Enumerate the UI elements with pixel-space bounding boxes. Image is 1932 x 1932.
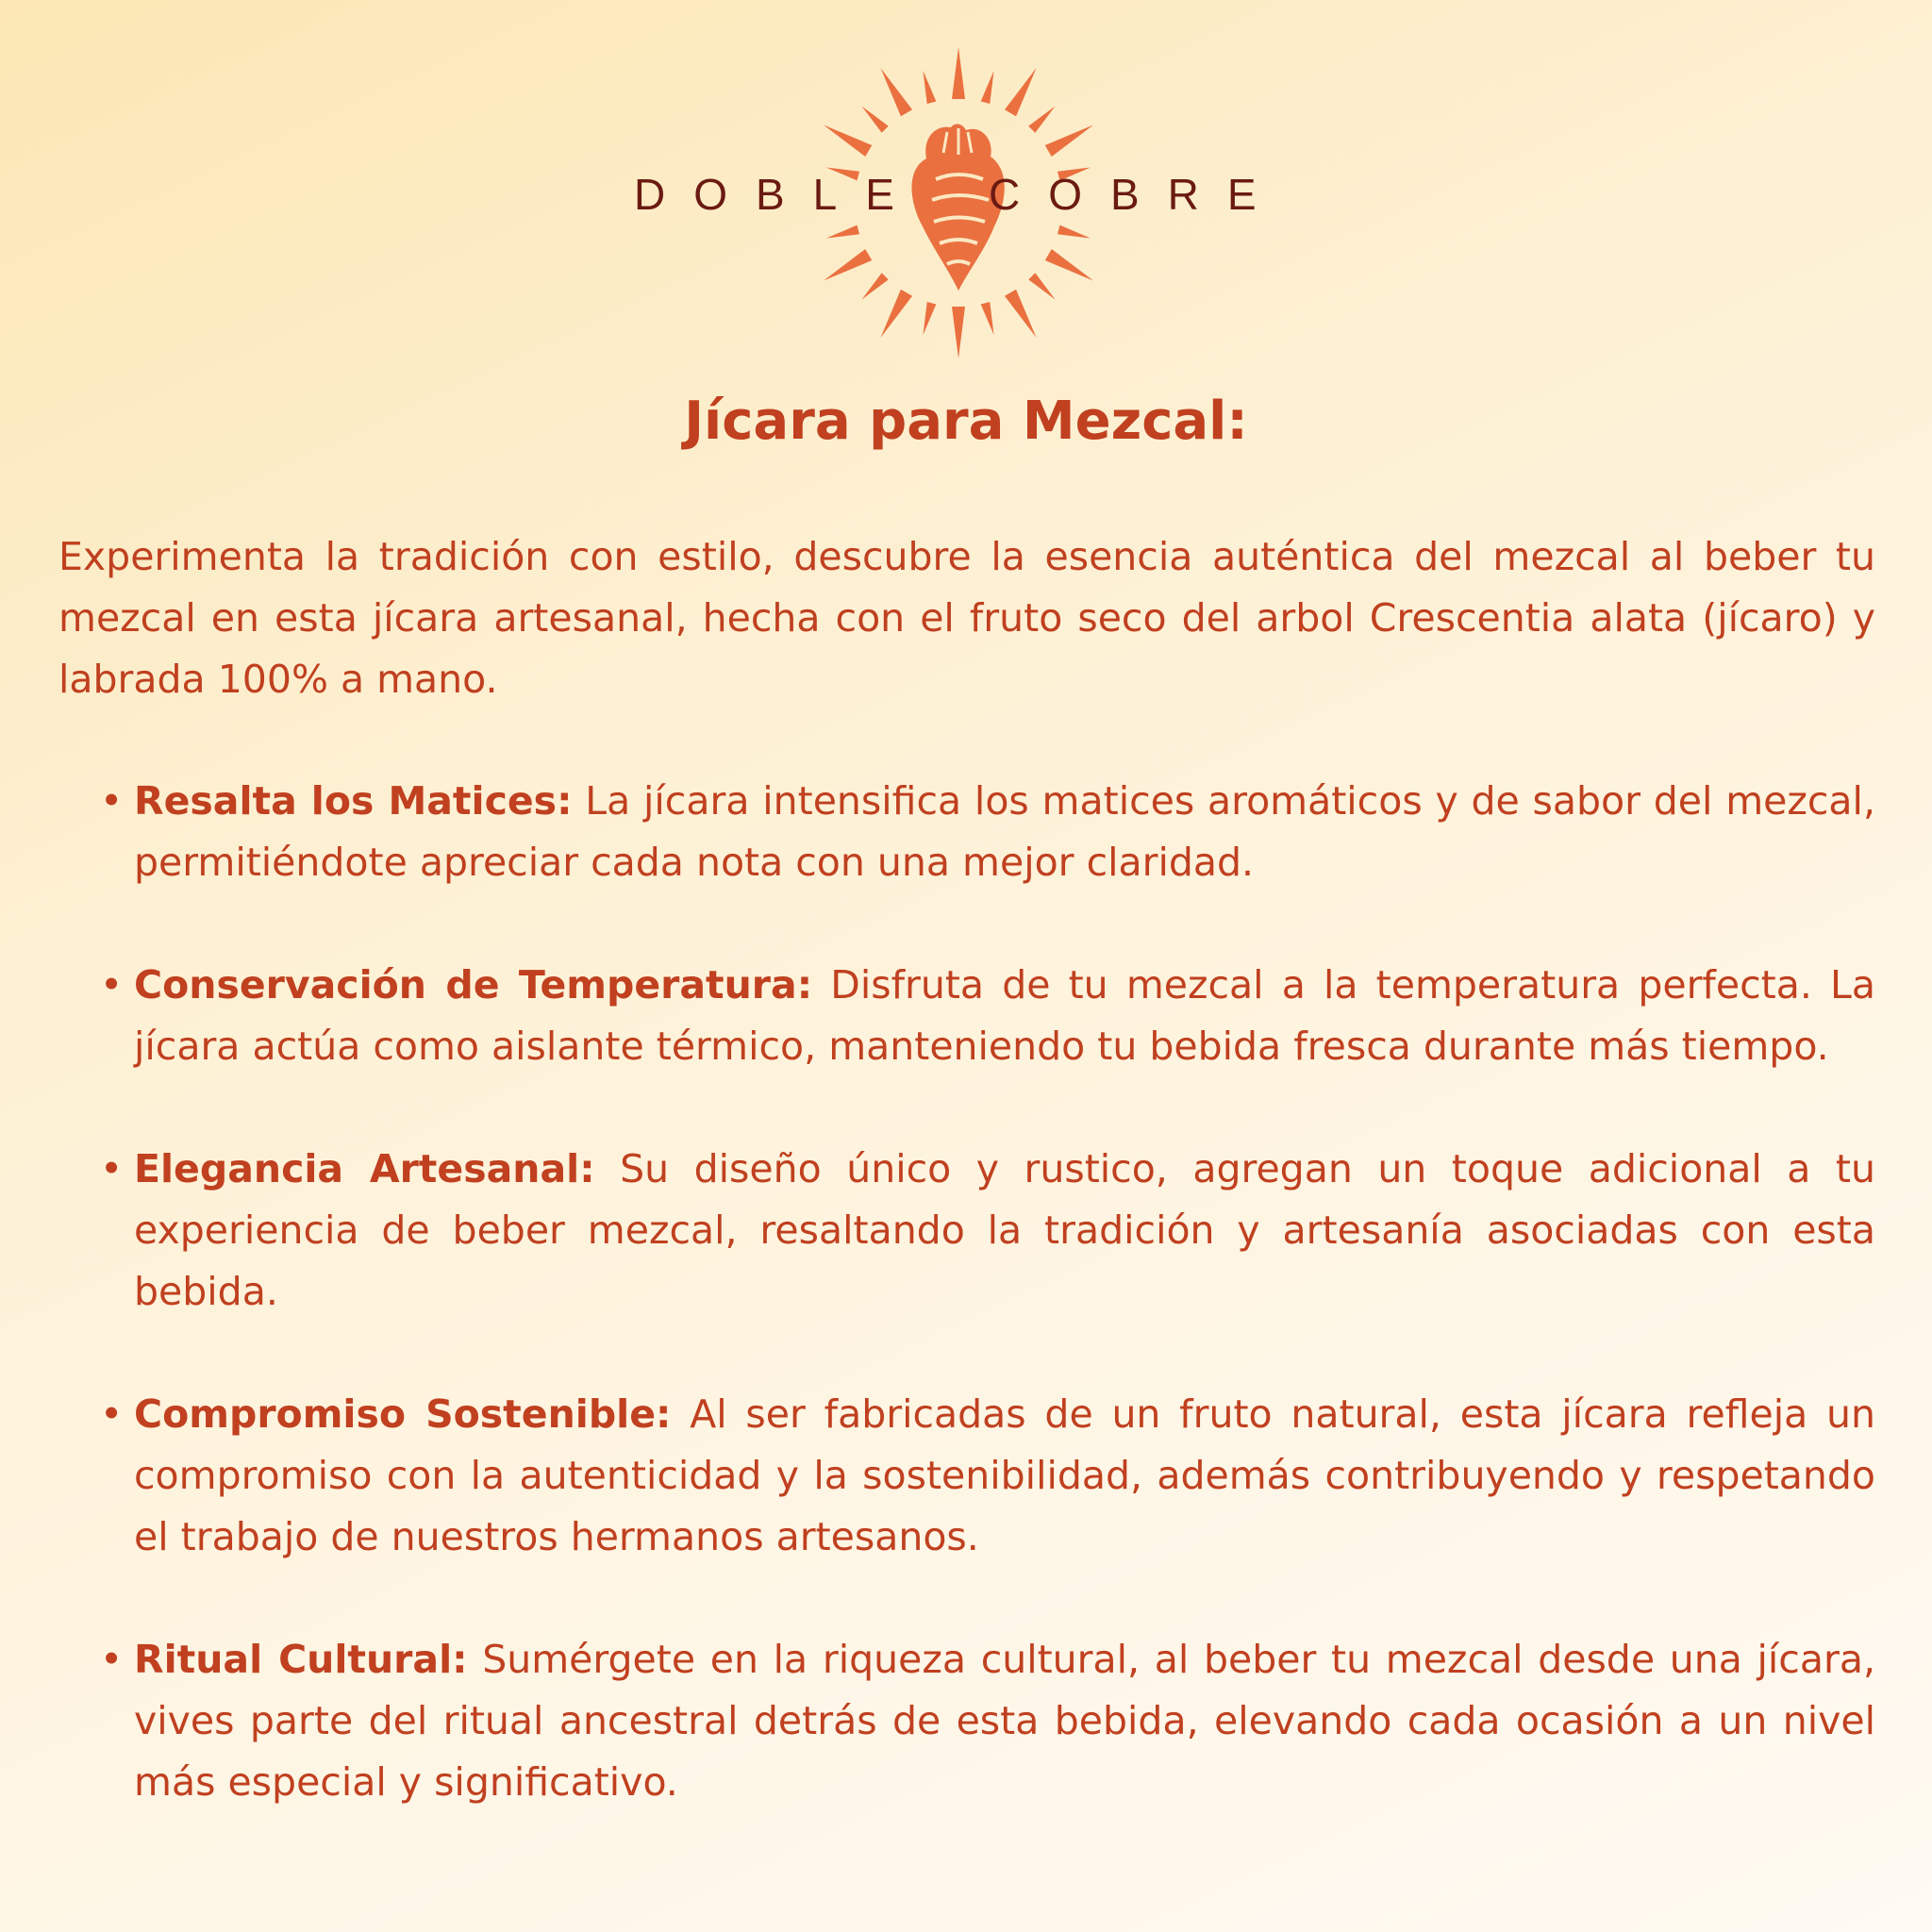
feature-list: [94, 771, 1875, 1874]
feature-text: Disfruta de tu mezcal a la temperatura perfecta. La jícara actúa como aislante térmico, manteniendo tu bebida fresca durante más tiempo.: [134, 962, 1875, 1069]
feature-label: Elegancia Artesanal:: [134, 1146, 595, 1191]
feature-text: Al ser fabricadas de un fruto natural, esta jícara refleja un compromiso con la autenticidad y la sostenibilidad, además contribuyendo y respetando el trabajo de nuestros hermanos artesanos.: [134, 1391, 1875, 1559]
feature-label: Resalta los Matices:: [134, 778, 573, 824]
feature-label: Ritual Cultural:: [134, 1637, 468, 1682]
list-item: [94, 771, 1875, 893]
feature-text: Sumérgete en la riqueza cultural, al beber tu mezcal desde una jícara, vives parte del ritual ancestral detrás de esta bebida, elevando cada ocasión a un nivel más especial y significativo.: [134, 1637, 1875, 1805]
feature-label: Compromiso Sostenible:: [134, 1391, 672, 1437]
feature-text: Su diseño único y rustico, agregan un toque adicional a tu experiencia de beber mezcal, resaltando la tradición y artesanía asociadas con esta bebida.: [134, 1146, 1875, 1314]
bullet-icon: •: [100, 778, 124, 824]
page-title: Jícara para Mezcal:: [684, 391, 1248, 452]
list-item: [94, 1384, 1875, 1568]
list-item: [94, 1139, 1875, 1323]
list-item: [94, 955, 1875, 1077]
bullet-icon: •: [100, 1637, 124, 1682]
brand-name-right: COBRE: [989, 170, 1285, 219]
intro-paragraph: Experimenta la tradición con estilo, descubre la esencia auténtica del mezcal al beber tu mezcal en esta jícara artesanal, hecha con el fruto seco del arbol Crescentia alata (jícaro) y labrada 100% a mano.: [58, 534, 1875, 702]
feature-text: La jícara intensifica los matices aromáticos y de sabor del mezcal, permitiéndote apreciar cada nota con una mejor claridad.: [134, 778, 1875, 885]
bullet-icon: •: [100, 1146, 124, 1191]
feature-label: Conservación de Temperatura:: [134, 962, 813, 1008]
list-item: [94, 1629, 1875, 1813]
brand-name-left: DOBLE: [634, 170, 923, 219]
bullet-icon: •: [100, 1391, 124, 1437]
brand-logo: [623, 38, 1302, 358]
bullet-icon: •: [100, 962, 124, 1008]
